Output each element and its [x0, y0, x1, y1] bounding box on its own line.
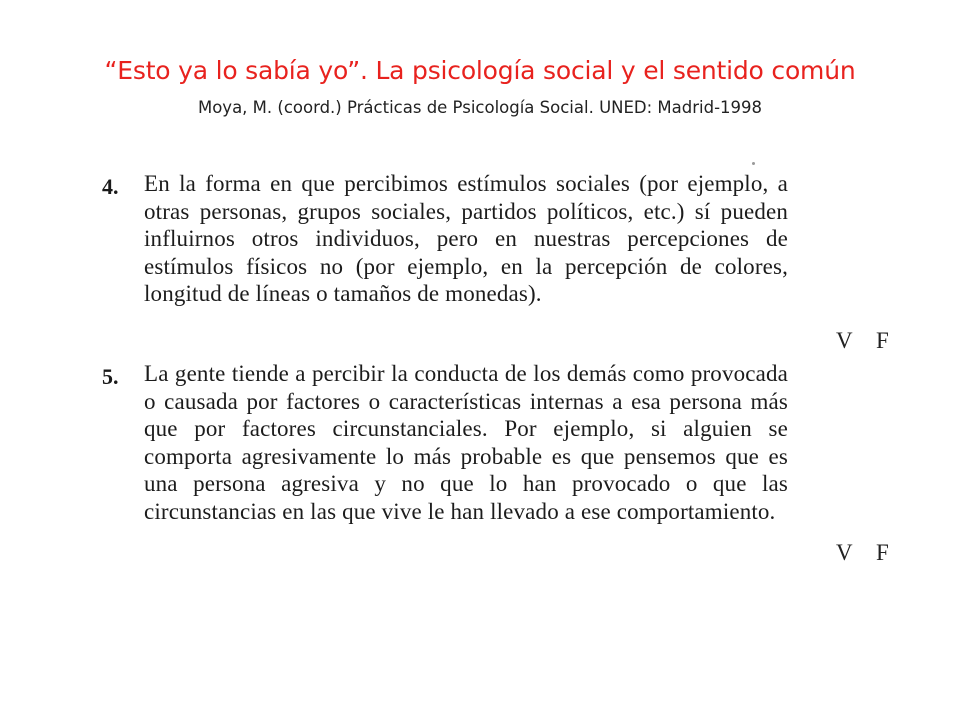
scanned-page-excerpt: [96, 160, 916, 580]
question-number: 5.: [102, 364, 119, 389]
question-statement: La gente tiende a percibir la conducta de los demás como provocada o causada por factores o características internas a esa persona más que por factores circunstanciales. Por ejemplo, si alguien se comporta agresivamente lo más probable es que pensemos que es una persona agresiva y no que lo han provocado o que las circunstancias en las que vive le han llevado a ese comportamiento.: [144, 361, 788, 524]
true-option: V: [836, 540, 853, 565]
slide-subtitle: Moya, M. (coord.) Prácticas de Psicología Social. UNED: Madrid-1998: [197, 98, 763, 117]
false-option: F: [876, 328, 889, 353]
question-statement: En la forma en que percibimos estímulos sociales (por ejemplo, a otras personas, grupos sociales, partidos políticos, etc.) sí pueden influirnos otros individuos, pero en nuestras percepciones de estímulos físicos no (por ejemplo, en la percepción de colores, longitud de líneas o tamaños de monedas).: [144, 171, 788, 306]
true-false-options: [836, 540, 916, 566]
question-number: 4.: [102, 174, 119, 199]
slide-title: “Esto ya lo sabía yo”. La psicología social y el sentido común: [104, 56, 856, 85]
true-option: V: [836, 328, 853, 353]
scan-speck: [752, 162, 755, 165]
false-option: F: [876, 540, 889, 565]
true-false-options: [836, 328, 916, 354]
